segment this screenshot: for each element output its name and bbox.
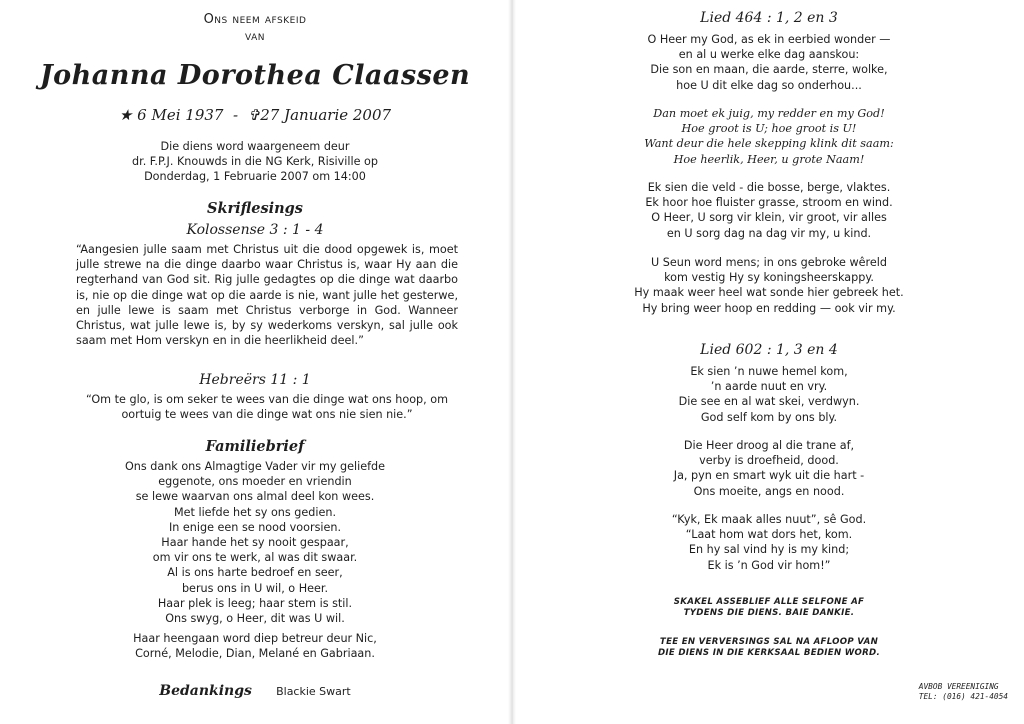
- hymn-line: Die see en al wat skei, verdwyn.: [678, 395, 860, 409]
- chorus-line: Hoe heerlik, Heer, u grote Naam!: [673, 152, 865, 166]
- hymn-line: Ek sien die veld - die bosse, berge, vlaktes.: [647, 181, 891, 194]
- hymn-line: Die Heer droog al die trane af,: [683, 439, 855, 452]
- hymn-line: Ja, pyn en smart wyk uit die hart -: [673, 469, 865, 483]
- hymn-464-verse-1: [514, 32, 1024, 93]
- hymn-602-verse-3: [514, 512, 1024, 573]
- service-line: Die diens word waargeneem deur: [160, 140, 350, 153]
- mourners: [0, 631, 510, 661]
- letter-line: Ons dank ons Almagtige Vader vir my geliefde: [124, 460, 386, 473]
- cross-icon: ✞: [247, 106, 261, 124]
- reading-ref-colossians: Kolossense 3 : 1 - 4: [186, 222, 324, 238]
- undertaker-name: AVBOB VEREENIGING: [918, 682, 999, 691]
- hymn-line: “Kyk, Ek maak alles nuut”, sê God.: [671, 513, 867, 526]
- hymn-line: Die son en maan, die aarde, sterre, wolke,: [650, 63, 888, 77]
- hymn-line: hoe U dit elke dag so onderhou...: [676, 78, 862, 92]
- service-info: [0, 139, 510, 185]
- chorus-line: Hoe groot is U; hoe groot is U!: [681, 122, 857, 136]
- hymn-line: ’n aarde nuut en vry.: [710, 380, 828, 394]
- life-dates: [0, 106, 510, 124]
- mourners-line: Corné, Melodie, Dian, Melané en Gabriaan.: [135, 647, 375, 661]
- family-letter-title: Familiebrief: [205, 438, 305, 455]
- death-date: 27 Januarie 2007: [260, 106, 392, 124]
- mourners-line: Haar heengaan word diep betreur deur Nic,: [133, 632, 377, 645]
- birth-date: 6 Mei 1937: [137, 106, 224, 124]
- right-page: [514, 0, 1024, 724]
- hymn-464-verse-3: [514, 255, 1024, 316]
- hymn-line: kom vestig Hy sy koningsheerskappy.: [664, 271, 874, 285]
- hymn-line: en al u werke elke dag aanskou:: [678, 48, 860, 62]
- hymn-line: “Laat hom wat dors het, kom.: [685, 528, 853, 542]
- thanks-name: Blackie Swart: [276, 685, 351, 698]
- letter-line: Met liefde het sy ons gedien.: [173, 505, 337, 519]
- farewell-van: van: [245, 29, 265, 44]
- notice-line: SKAKEL ASSEBLIEF ALLE SELFONE AF: [673, 597, 865, 607]
- hymn-line: En hy sal vind hy is my kind;: [688, 543, 850, 557]
- hymn-602-verse-1: [514, 364, 1024, 425]
- letter-line: Al is ons harte bedroef en seer,: [167, 566, 343, 580]
- thanks-label: Bedankings: [159, 683, 252, 699]
- family-letter: [0, 459, 510, 626]
- letter-line: In enige een se nood voorsien.: [168, 520, 342, 534]
- letter-line: se lewe waarvan ons almal deel kon wees.: [135, 490, 375, 504]
- readings-title: Skriflesings: [207, 200, 303, 217]
- hymn-line: Ek sien ’n nuwe hemel kom,: [690, 365, 848, 378]
- left-page: [0, 0, 510, 724]
- acknowledgements: [0, 680, 510, 699]
- letter-line: eggenote, ons moeder en vriendin: [158, 475, 352, 489]
- hymn-line: God self kom by ons bly.: [700, 410, 838, 424]
- hymn-464-chorus: [514, 106, 1024, 167]
- service-line: dr. F.P.J. Knouwds in die NG Kerk, Risiville op: [132, 155, 378, 169]
- service-line: Donderdag, 1 Februarie 2007 om 14:00: [144, 170, 366, 184]
- notice-line: DIE DIENS IN DIE KERKSAAL BEDIEN WORD.: [657, 648, 881, 658]
- notice-line: TYDENS DIE DIENS. BAIE DANKIE.: [683, 608, 855, 618]
- letter-line: Haar hande het sy nooit gespaar,: [161, 536, 349, 550]
- chorus-line: Dan moet ek juig, my redder en my God!: [653, 107, 885, 120]
- farewell-heading: Ons neem afskeid: [203, 12, 307, 27]
- letter-line: Ons swyg, o Heer, dit was U wil.: [165, 612, 345, 626]
- undertaker-phone: TEL: (016) 421-4054: [918, 692, 1008, 701]
- reading-ref-hebrews: Hebreërs 11 : 1: [199, 372, 311, 388]
- letter-line: om vir ons te werk, al was dit swaar.: [152, 551, 358, 565]
- hymn-line: verby is droefheid, dood.: [699, 454, 839, 468]
- letter-line: berus ons in U wil, o Heer.: [181, 581, 329, 595]
- star-icon: ★: [118, 106, 133, 124]
- notice-line: TEE EN VERVERSINGS SAL NA AFLOOP VAN: [659, 637, 879, 647]
- reading-text-colossians: “Aangesien julle saam met Christus uit die dood opgewek is, moet julle strewe na die dinge daarbo waar Christus is, waar Hy aan die regterhand van God sit. Rig julle gedagtes op die dinge wat daarbo is, nie op die dinge wat op die aarde is nie, want julle het gesterwe, en julle lewe is saam met Christus verborge in God. Wanneer Christus, wat julle lewe is, by sy wederkoms verskyn, sal julle ook saam met Hom verskyn en in die heerlikheid deel.”: [76, 243, 458, 348]
- hymn-line: Ek is ’n God vir hom!”: [707, 558, 831, 572]
- hymn-line: Ek hoor hoe fluister grasse, stroom en wind.: [645, 196, 893, 210]
- hymn-464-title: Lied 464 : 1, 2 en 3: [700, 10, 838, 26]
- hymn-line: O Heer my God, as ek in eerbied wonder —: [647, 33, 891, 46]
- hymn-602-verse-2: [514, 438, 1024, 499]
- refreshments-notice: [514, 637, 1024, 659]
- hymn-line: U Seun word mens; in ons gebroke wêreld: [651, 256, 887, 269]
- undertaker-footer: [919, 682, 1008, 702]
- chorus-line: Want deur die hele skepping klink dit saam:: [644, 137, 894, 151]
- hymn-line: Hy maak weer heel wat sonde hier gebreek het.: [634, 286, 904, 300]
- cellphone-notice: [514, 597, 1024, 619]
- hymn-602-title: Lied 602 : 1, 3 en 4: [700, 342, 838, 358]
- date-separator: -: [233, 106, 239, 124]
- hymn-line: Hy bring weer hoop en redding — ook vir my.: [642, 301, 896, 315]
- deceased-name: Johanna Dorothea Claassen: [39, 60, 471, 91]
- hymn-line: en U sorg dag na dag vir my, u kind.: [666, 226, 872, 240]
- hymn-line: Ons moeite, angs en nood.: [693, 484, 845, 498]
- reading-text-hebrews: “Om te glo, is om seker te wees van die dinge wat ons hoop, om oortuig te wees van die dinge wat ons nie sien nie.”: [85, 393, 448, 422]
- letter-line: Haar plek is leeg; haar stem is stil.: [157, 596, 353, 610]
- hymn-464-verse-2: [514, 180, 1024, 241]
- hymn-line: O Heer, U sorg vir klein, vir groot, vir alles: [651, 211, 887, 225]
